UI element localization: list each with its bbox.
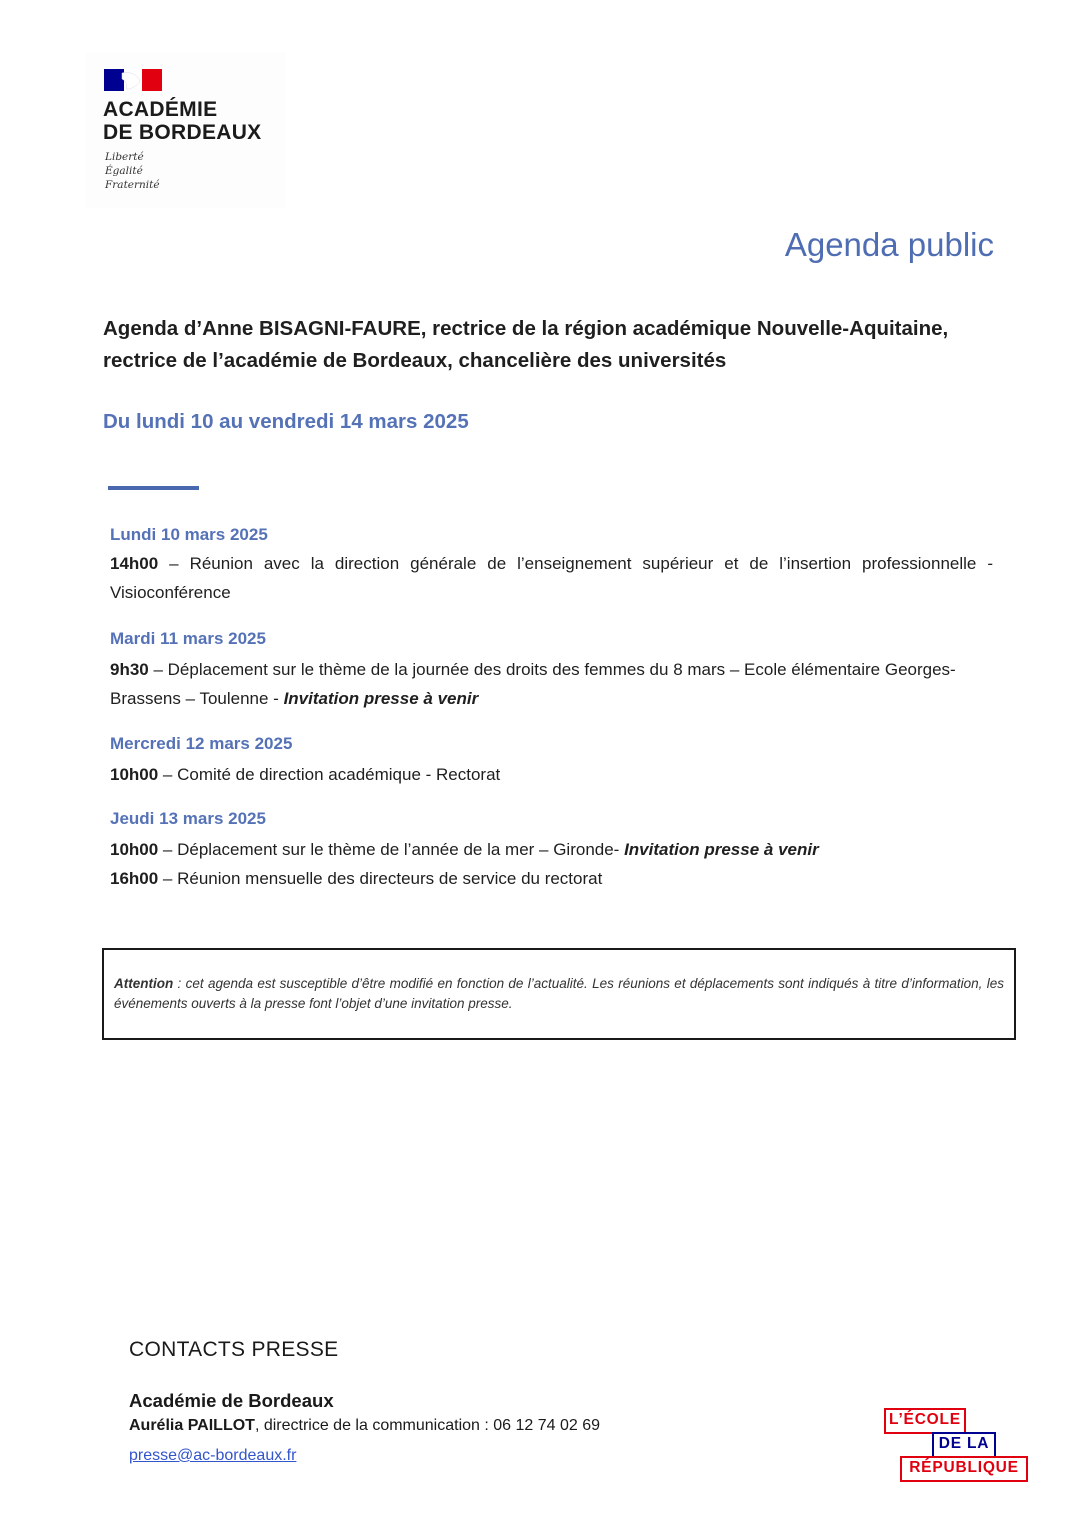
event-lundi-1400 [110, 549, 993, 607]
motto-fraternite: Fraternité [105, 179, 160, 191]
page-title: Agenda public [784, 226, 994, 263]
ecole-logo-line-3: RÉPUBLIQUE [900, 1456, 1028, 1482]
event-mercredi-1000 [110, 760, 993, 789]
contact-role: , directrice de la communication : 06 12 74 02 69 [254, 1417, 601, 1434]
event-jeudi-1600 [110, 864, 993, 893]
logo-line-2: DE BORDEAUX [103, 121, 262, 144]
notice-label: Attention [114, 976, 174, 991]
contact-email-link[interactable]: presse@ac-bordeaux.fr [129, 1447, 297, 1464]
ecole-logo-line-1: L’ÉCOLE [884, 1408, 966, 1434]
event-text: – Comité de direction académique - Rectorat [158, 765, 501, 784]
motto-egalite: Égalité [105, 165, 143, 177]
event-text: – Réunion avec la direction générale de l’enseignement supérieur et de l’insertion professionnelle - Visioconférence [110, 554, 993, 602]
motto-liberte: Liberté [105, 151, 144, 163]
day-title-mercredi: Mercredi 12 mars 2025 [110, 734, 293, 753]
intro-heading: Agenda d’Anne BISAGNI-FAURE, rectrice de la région académique Nouvelle-Aquitaine, rectrice de l’académie de Bordeaux, chancelière des universités [103, 317, 949, 372]
week-range: Du lundi 10 au vendredi 14 mars 2025 [103, 410, 469, 433]
event-time: 16h00 [110, 869, 159, 888]
notice-body: : cet agenda est susceptible d’être modifié en fonction de l’actualité. Les réunions et déplacements sont indiqués à titre d’information, les événements ouverts à la presse font l’objet d’une invitation presse. [114, 976, 1004, 1011]
contact-person [129, 1417, 600, 1435]
contact-organization: Académie de Bordeaux [129, 1390, 334, 1411]
notice-box [102, 948, 1016, 1040]
event-text: – Déplacement sur le thème de l’année de la mer – Gironde- [158, 840, 625, 859]
logo-line-1: ACADÉMIE [103, 98, 218, 121]
event-text: – Réunion mensuelle des directeurs de service du rectorat [158, 869, 603, 888]
marianne-flag-icon [104, 69, 162, 91]
day-title-lundi: Lundi 10 mars 2025 [110, 525, 268, 544]
event-time: 10h00 [110, 765, 159, 784]
contacts-heading: CONTACTS PRESSE [129, 1338, 339, 1361]
day-title-jeudi: Jeudi 13 mars 2025 [110, 809, 266, 828]
academie-logo [86, 52, 286, 208]
event-text: – Déplacement sur le thème de la journée des droits des femmes du 8 mars – Ecole élémentaire Georges-Brassens – Toulenne - [110, 660, 956, 708]
contact-name: Aurélia PAILLOT [129, 1417, 255, 1434]
ecole-logo-line-2: DE LA [932, 1432, 996, 1458]
event-press-note: Invitation presse à venir [283, 689, 479, 708]
event-press-note: Invitation presse à venir [624, 840, 819, 859]
notice-text [114, 974, 1004, 1014]
event-mardi-0930 [110, 655, 993, 713]
event-time: 9h30 [110, 660, 149, 679]
ecole-republique-logo [880, 1402, 1030, 1488]
section-divider [108, 486, 199, 490]
day-title-mardi: Mardi 11 mars 2025 [110, 629, 266, 648]
event-time: 10h00 [110, 840, 159, 859]
event-time: 14h00 [110, 554, 159, 573]
event-jeudi-1000 [110, 835, 993, 864]
